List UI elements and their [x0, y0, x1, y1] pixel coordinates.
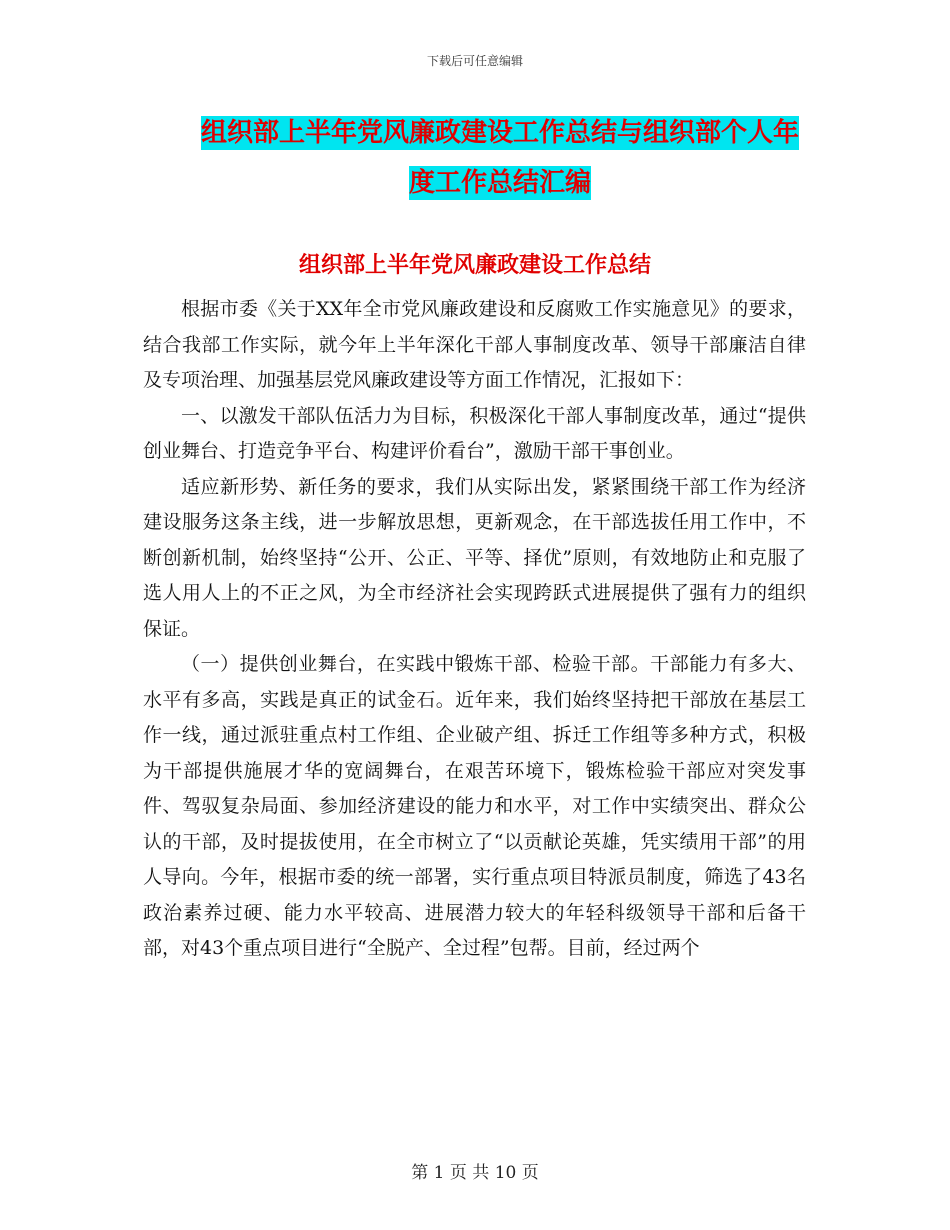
paragraph-4: （一）提供创业舞台，在实践中锻炼干部、检验干部。干部能力有多大、水平有多高，实践是真正的试金石。近年来，我们始终坚持把干部放在基层工作一线，通过派驻重点村工作组、企业破产组、拆迁工作组等多种方式，积极为干部提供施展才华的宽阔舞台，在艰苦环境下，锻炼检验干部应对突发事件、驾驭复杂局面、参加经济建设的能力和水平，对工作中实绩突出、群众公认的干部，及时提拔使用，在全市树立了“以贡献论英雄，凭实绩用干部”的用人导向。今年，根据市委的统一部署，实行重点项目特派员制度，筛选了43名政治素养过硬、能力水平较高、进展潜力较大的年轻科级领导干部和后备干部，对43个重点项目进行“全脱产、全过程”包帮。目前，经过两个: [143, 653, 806, 959]
paragraph-2: 一、以激发干部队伍活力为目标，积极深化干部人事制度改革，通过“提供创业舞台、打造竞争平台、构建评价看台”，激励干部干事创业。: [143, 404, 806, 462]
page-footer: 第 1 页 共 10 页: [411, 1163, 539, 1183]
paragraph-3: 适应新形势、新任务的要求，我们从实际出发，紧紧围绕干部工作为经济建设服务这条主线，进一步解放思想，更新观念，在干部选拔任用工作中，不断创新机制，始终坚持“公开、公正、平等、择优”原则，有效地防止和克服了选人用人上的不正之风，为全市经济社会实现跨跃式进展提供了强有力的组织保证。: [143, 475, 806, 640]
body-text: [143, 292, 806, 967]
section-title: 组织部上半年党风廉政建设工作总结: [298, 253, 651, 278]
document-title: [150, 108, 850, 208]
document-title-line-2: 度工作总结汇编: [408, 168, 591, 198]
document-title-line-1: 组织部上半年党风廉政建设工作总结与组织部个人年: [200, 118, 799, 148]
paragraph-1: 根据市委《关于XX年全市党风廉政建设和反腐败工作实施意见》的要求，结合我部工作实际，就今年上半年深化干部人事制度改革、领导干部廉洁自律及专项治理、加强基层党风廉政建设等方面工作情况，汇报如下：: [143, 298, 806, 391]
page-header-note: 下载后可任意编辑: [426, 54, 523, 68]
